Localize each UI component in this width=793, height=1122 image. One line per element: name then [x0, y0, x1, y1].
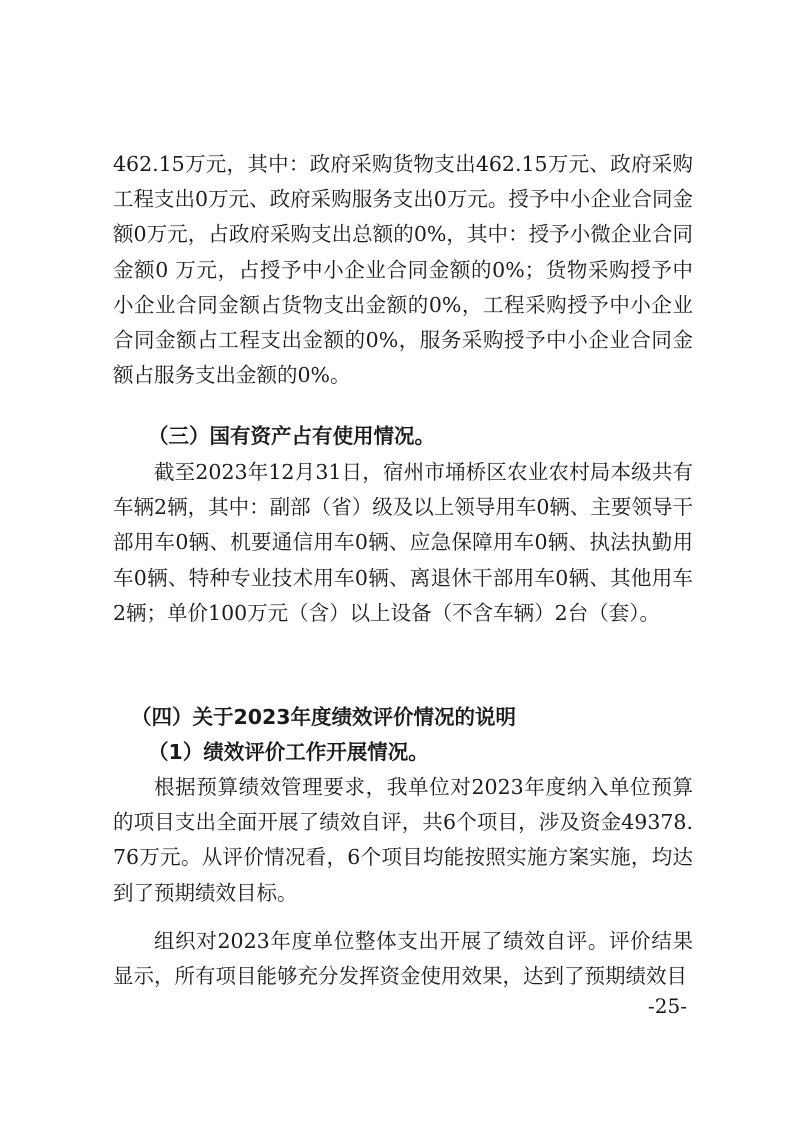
heading-performance-evaluation: （四）关于2023年度绩效评价情况的说明 — [131, 705, 517, 729]
paragraph-procurement: 462.15万元，其中：政府采购货物支出462.15万元、政府采购工程支出0万元、政府采购服务支出0万元。授予中小企业合同金额0万元，占政府采购支出总额的0%，其中：授予小微企业合同金额0 万元，占授予中小企业合同金额的0%；货物采购授予中小企业合同金额占货物支出金额的0%，工程采购授予中小企业合同金额占工程支出金额的0%，服务采购授予中小企业合同金额占服务支出金额的0%。 — [113, 152, 693, 388]
page-number: -25- — [648, 994, 687, 1018]
heading-evaluation-work: （1）绩效评价工作开展情况。 — [148, 740, 429, 764]
paragraph-overall-evaluation: 组织对2023年度单位整体支出开展了绩效自评。评价结果显示，所有项目能够充分发挥资金使用效果，达到了预期绩效目 — [113, 929, 693, 989]
paragraph-vehicles: 截至2023年12月31日，宿州市埇桥区农业农村局本级共有车辆2辆，其中：副部（省）级及以上领导用车0辆、主要领导干部用车0辆、机要通信用车0辆、应急保障用车0辆、执法执勤用车0辆、特种专业技术用车0辆、离退休干部用车0辆、其他用车2辆；单价100万元（含）以上设备（不含车辆）2台（套）。 — [113, 460, 693, 625]
heading-state-assets: （三）国有资产占有使用情况。 — [148, 424, 435, 448]
paragraph-project-evaluation: 根据预算绩效管理要求，我单位对2023年度纳入单位预算的项目支出全面开展了绩效自评，共6个项目，涉及资金49378.76万元。从评价情况看，6个项目均能按照实施方案实施，均达到了预期绩效目标。 — [113, 775, 693, 905]
